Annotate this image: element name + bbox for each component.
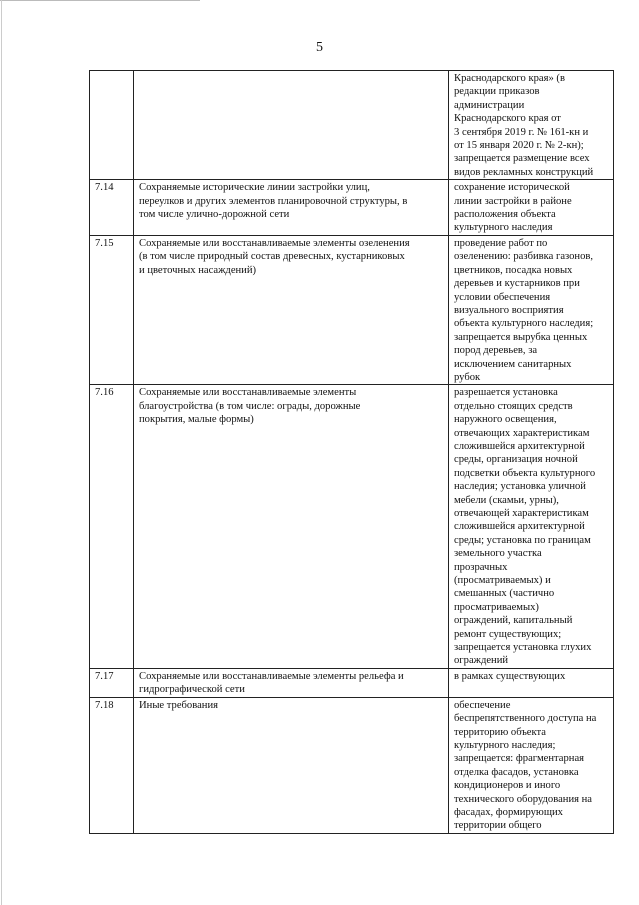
scan-left-edge [1, 0, 2, 905]
row-number-cell: 7.15 [90, 235, 134, 384]
page-number: 5 [316, 40, 323, 55]
requirement-cell: Краснодарского края» (в редакции приказов администрации Краснодарского края от 3 сентября 2019 г. № 161-кн и от 15 января 2020 г. № 2-кн); запрещается размещение всех видов рекламных конструкций [449, 71, 614, 180]
element-cell: Сохраняемые или восстанавливаемые элементы озеленения (в том числе природный состав древесных, кустарниковых и цветочных насаждений) [134, 235, 449, 384]
requirement-cell: в рамках существующих [449, 668, 614, 697]
row-number-cell [90, 71, 134, 180]
element-cell: Сохраняемые или восстанавливаемые элементы рельефа и гидрографической сети [134, 668, 449, 697]
table-row [90, 697, 614, 833]
row-number-cell: 7.14 [90, 180, 134, 236]
row-number-cell: 7.16 [90, 385, 134, 669]
requirements-table-body [90, 71, 614, 834]
requirement-cell: проведение работ по озеленению: разбивка газонов, цветников, посадка новых деревьев и кустарников при условии обеспечения визуального восприятия объекта культурного наследия; запрещается вырубка ценных пород деревьев, за исключением санитарных рубок [449, 235, 614, 384]
table-row [90, 71, 614, 180]
table-row [90, 668, 614, 697]
requirement-cell: разрешается установка отдельно стоящих средств наружного освещения, отвечающих характеристикам сложившейся архитектурной среды, организация ночной подсветки объекта культурного наследия; установка уличной мебели (скамьи, урны), отвечающей характеристикам сложившейся архитектурной среды; установка по границам земельного участка прозрачных (просматриваемых) и смешанных (частично просматриваемых) ограждений, капитальный ремонт существующих; запрещается установка глухих ограждений [449, 385, 614, 669]
scan-top-edge [0, 0, 200, 1]
table-row [90, 385, 614, 669]
requirements-table [89, 70, 614, 834]
element-cell: Сохраняемые исторические линии застройки улиц, переулков и других элементов планировочной структуры, в том числе улично-дорожной сети [134, 180, 449, 236]
row-number-cell: 7.17 [90, 668, 134, 697]
requirement-cell: обеспечение беспрепятственного доступа на территорию объекта культурного наследия; запрещается: фрагментарная отделка фасадов, установка кондиционеров и иного технического оборудования на фасадах, формирующих территории общего [449, 697, 614, 833]
table-row [90, 235, 614, 384]
element-cell [134, 71, 449, 180]
table-row [90, 180, 614, 236]
requirement-cell: сохранение исторической линии застройки в районе расположения объекта культурного наследия [449, 180, 614, 236]
element-cell: Иные требования [134, 697, 449, 833]
row-number-cell: 7.18 [90, 697, 134, 833]
element-cell: Сохраняемые или восстанавливаемые элементы благоустройства (в том числе: ограды, дорожные покрытия, малые формы) [134, 385, 449, 669]
